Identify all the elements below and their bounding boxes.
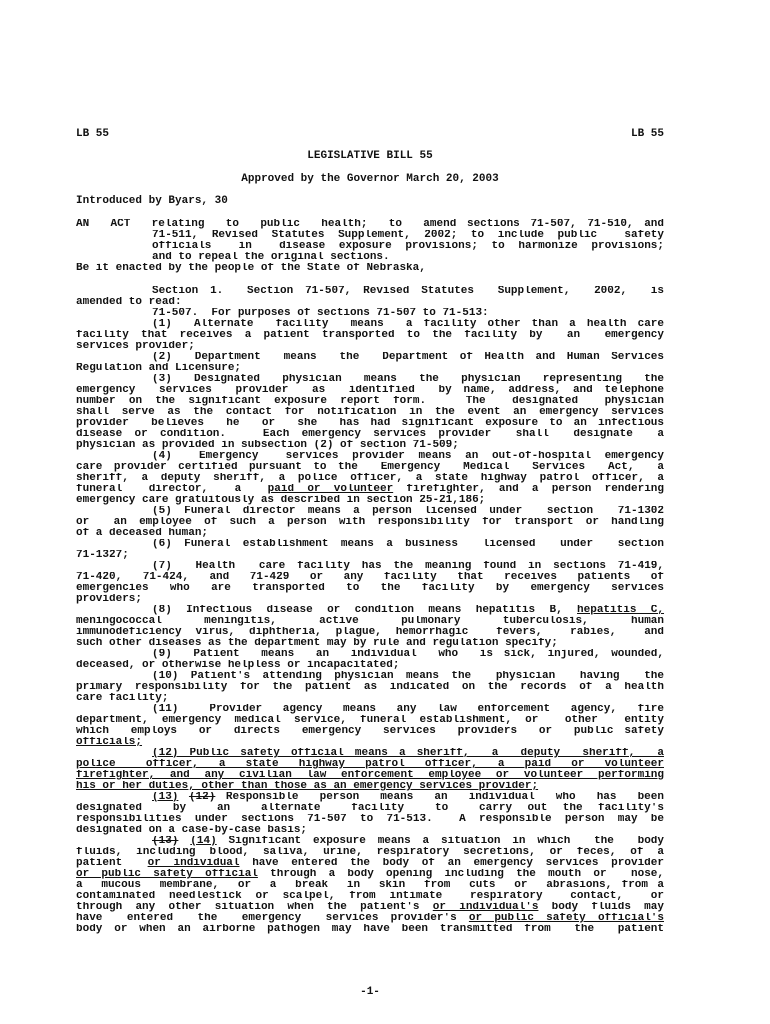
body-line: 71-1327;	[76, 550, 129, 561]
body-line: (9) Patient means an individual who is sick, injured, wounded,	[152, 649, 664, 660]
body-line: 71-507. For purposes of sections 71-507 to 71-513:	[152, 308, 489, 319]
act-line: AN ACT relating to public health; to amend sections 71-507, 71-510, and	[76, 219, 664, 230]
body-line: care provider certified pursuant to the Emergency Medical Services Act, a	[76, 462, 664, 473]
body-line: immunodeficiency virus, diphtheria, plague, hemorrhagic fevers, rabies, and	[76, 627, 664, 638]
body-line: meningococcal meningitis, active pulmonary tuberculosis, human	[76, 616, 664, 627]
body-line: (1) Alternate facility means a facility other than a health care	[152, 319, 664, 330]
body-line: responsibilities under sections 71-507 to 71-513. A responsible person may be	[76, 814, 664, 825]
body-line: a mucous membrane, or a break in skin from cuts or abrasions, from a	[76, 880, 664, 891]
enacting-clause: Be it enacted by the people of the State of Nebraska,	[76, 263, 426, 274]
body-line: which employs or directs emergency services providers or public safety	[76, 726, 664, 737]
body-line: officials;	[76, 737, 143, 748]
body-line: primary responsibility for the patient as indicated on the records of a health	[76, 682, 664, 693]
body-line: (10) Patient's attending physician means the physician having the	[152, 671, 664, 682]
body-line: his or her duties, other than those as an emergency services provider;	[76, 781, 539, 792]
body-line: such other diseases as the department may by rule and regulation specify;	[76, 638, 558, 649]
body-line: number on the significant exposure report form. The designated physician	[76, 396, 664, 407]
body-line: emergencies who are transported to the facility by emergency services	[76, 583, 664, 594]
body-line: Section 1. Section 71-507, Revised Statutes Supplement, 2002, is	[152, 286, 664, 297]
body-line: facility that receives a patient transported to the facility by an emergency	[76, 330, 664, 341]
body-line: provider believes he or she has had significant exposure to an infectious	[76, 418, 664, 429]
act-line: 71-511, Revised Statutes Supplement, 2002; to include public safety	[152, 230, 664, 241]
body-line: patient or individual have entered the body of an emergency services provider	[76, 858, 664, 869]
body-line: department, emergency medical service, funeral establishment, or other entity	[76, 715, 664, 726]
body-line: deceased, or otherwise helpless or incapacitated;	[76, 660, 400, 671]
body-line: (13) (14) Significant exposure means a situation in which the body	[152, 836, 664, 847]
body-line: (8) Infectious disease or condition means hepatitis B, hepatitis C,	[152, 605, 664, 616]
body-line: care facility;	[76, 693, 169, 704]
body-line: contaminated needlestick or scalpel, from intimate respiratory contact, or	[76, 891, 664, 902]
body-line: amended to read:	[76, 297, 182, 308]
body-line: designated by an alternate facility to carry out the facility's	[76, 803, 664, 814]
act-line: and to repeal the original sections.	[152, 252, 390, 263]
body-line: providers;	[76, 594, 143, 605]
body-line: Regulation and Licensure;	[76, 363, 242, 374]
body-line: (4) Emergency services provider means an out-of-hospital emergency	[152, 451, 664, 462]
body-line: firefighter, and any civilian law enforcement employee or volunteer performing	[76, 770, 664, 781]
body-line: or an employee of such a person with responsibility for transport or handling	[76, 517, 664, 528]
body-line: sheriff, a deputy sheriff, a police officer, a state highway patrol officer, a	[76, 473, 664, 484]
body-line: (7) Health care facility has the meaning found in sections 71-419,	[152, 561, 664, 572]
body-line: body or when an airborne pathogen may have been transmitted from the patient	[76, 924, 664, 935]
body-line: (11) Provider agency means any law enforcement agency, fire	[152, 704, 664, 715]
bill-title: LEGISLATIVE BILL 55	[307, 150, 433, 162]
body-line: emergency care gratuitously as described in section 25-21,186;	[76, 495, 486, 506]
body-line: emergency services provider as identified by name, address, and telephone	[76, 385, 664, 396]
act-line: officials in disease exposure provisions; to harmonize provisions;	[152, 241, 664, 252]
body-line: or public safety official through a body opening including the mouth or nose,	[76, 869, 664, 880]
body-line: funeral director, a paid or volunteer firefighter, and a person rendering	[76, 484, 664, 495]
bill-body	[76, 286, 664, 935]
body-line: of a deceased human;	[76, 528, 209, 539]
body-line: police officer, a state highway patrol officer, a paid or volunteer	[76, 759, 664, 770]
body-line: (13) (12) Responsible person means an individual who has been	[152, 792, 664, 803]
body-line: designated on a case-by-case basis;	[76, 825, 308, 836]
body-line: physician as provided in subsection (2) of section 71-509;	[76, 440, 459, 451]
body-line: services provider;	[76, 341, 195, 352]
body-line: through any other situation when the patient's or individual's body fluids may	[76, 902, 664, 913]
body-line: (3) Designated physician means the physician representing the	[152, 374, 664, 385]
body-line: shall serve as the contact for notification in the event an emergency services	[76, 407, 664, 418]
body-line: 71-420, 71-424, and 71-429 or any facility that receives patients of	[76, 572, 664, 583]
body-line: (12) Public safety official means a sheriff, a deputy sheriff, a	[152, 748, 664, 759]
body-line: (2) Department means the Department of Health and Human Services	[152, 352, 664, 363]
act-paragraph	[76, 219, 664, 274]
body-line: (6) Funeral establishment means a business licensed under section	[152, 539, 664, 550]
introduced-line: Introduced by Byars, 30	[76, 195, 228, 207]
body-line: have entered the emergency services provider's or public safety official's	[76, 913, 664, 924]
header-bill-right: LB 55	[630, 128, 664, 140]
body-line: disease or condition. Each emergency services provider shall designate a	[76, 429, 664, 440]
body-line: fluids, including blood, saliva, urine, respiratory secretions, or feces, of a	[76, 847, 664, 858]
body-line: (5) Funeral director means a person licensed under section 71-1302	[152, 506, 664, 517]
header-bill-left: LB 55	[76, 128, 110, 140]
page-number: -1-	[360, 986, 380, 998]
approval-line: Approved by the Governor March 20, 2003	[241, 173, 499, 185]
